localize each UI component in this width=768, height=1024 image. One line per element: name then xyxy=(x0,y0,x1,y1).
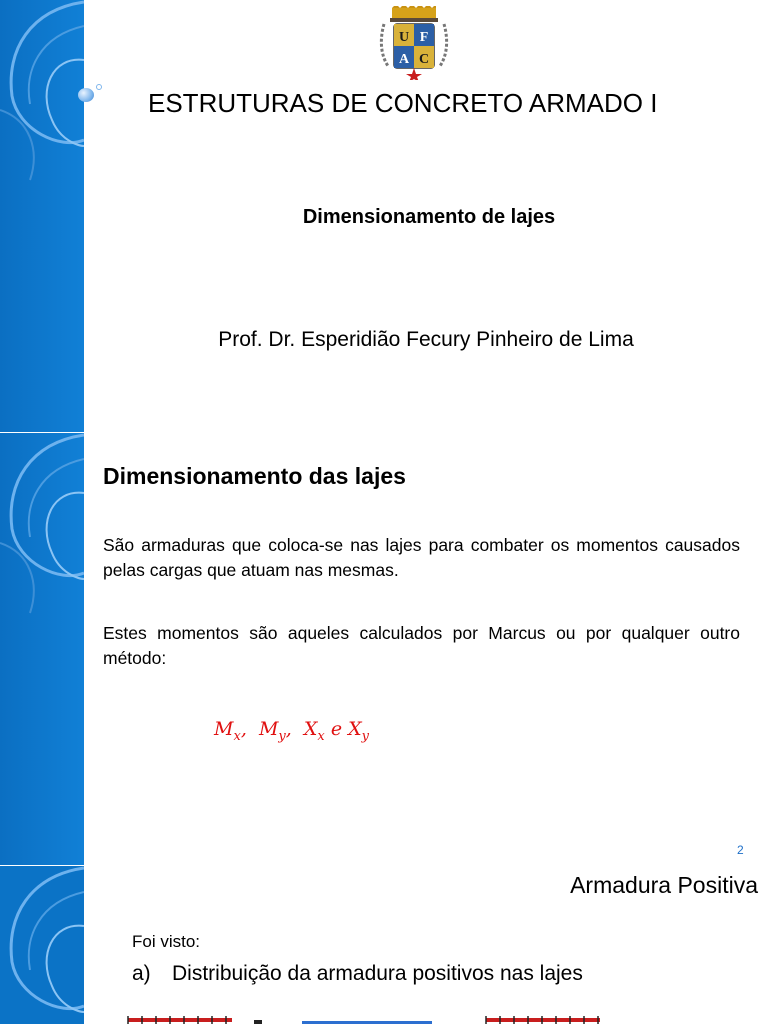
section-heading: Dimensionamento das lajes xyxy=(103,463,406,489)
decorative-bubble-small xyxy=(96,84,102,90)
svg-text:A: A xyxy=(398,52,410,67)
presentation-subtitle: Dimensionamento de lajes xyxy=(302,206,556,228)
swirl-decoration xyxy=(0,866,84,1024)
moments-formula: $M_x$, $M_y$, $X_x$ e $X_y$ xyxy=(214,718,369,744)
ufac-crest-logo xyxy=(378,6,450,80)
intro-text: Foi visto: xyxy=(132,932,201,951)
list-item xyxy=(132,962,583,986)
list-item-letter: a) xyxy=(132,962,151,985)
author-name: Prof. Dr. Esperidião Fecury Pinheiro de Lima xyxy=(218,328,634,351)
swirl-decoration xyxy=(0,433,84,865)
presentation-title: ESTRUTURAS DE CONCRETO ARMADO I xyxy=(148,88,658,118)
svg-text:C: C xyxy=(418,52,430,67)
list-item-text: Distribuição da armadura positivos nas lajes xyxy=(172,962,583,985)
decorative-side-band xyxy=(0,866,84,1024)
paragraph-definition: São armaduras que coloca-se nas lajes para combater os momentos causados pelas cargas que atuam nas mesmas. xyxy=(103,535,740,580)
svg-text:F: F xyxy=(419,30,429,45)
decorative-side-band xyxy=(0,433,84,865)
slide-armadura-positiva xyxy=(0,866,768,1024)
svg-text:U: U xyxy=(398,30,410,45)
paragraph-methods: Estes momentos são aqueles calculados por Marcus ou por qualquer outro método: xyxy=(103,623,740,668)
slab-reinforcement-figure xyxy=(120,1012,620,1024)
slide-dimensionamento xyxy=(0,433,768,865)
slide-title: Armadura Positiva xyxy=(570,872,758,898)
decorative-bubble xyxy=(78,88,94,102)
slide-title xyxy=(0,0,768,432)
page-number: 2 xyxy=(737,843,744,857)
